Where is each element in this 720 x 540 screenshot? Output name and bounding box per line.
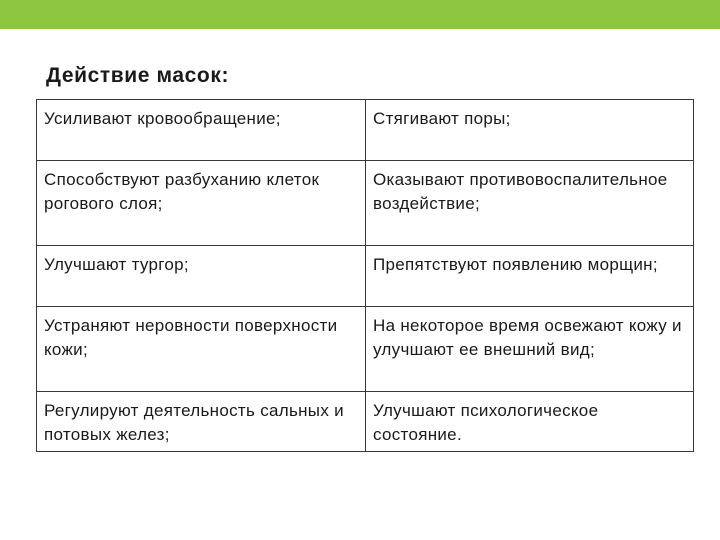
table-cell: На некоторое время освежают кожу и улучшают ее внешний вид; xyxy=(366,307,694,392)
table-row xyxy=(37,161,694,246)
table-cell: Устраняют неровности поверхности кожи; xyxy=(37,307,366,392)
table-cell: Регулируют деятельность сальных и потовых желез; xyxy=(37,392,366,452)
table-row xyxy=(37,246,694,307)
table-cell: Препятствуют появлению морщин; xyxy=(366,246,694,307)
table-row xyxy=(37,392,694,452)
table-row xyxy=(37,100,694,161)
effects-table xyxy=(36,99,694,452)
table-cell: Стягивают поры; xyxy=(366,100,694,161)
table-cell: Оказывают противовоспалительное воздействие; xyxy=(366,161,694,246)
table-cell: Улучшают тургор; xyxy=(37,246,366,307)
slide-title: Действие масок: xyxy=(46,64,230,87)
table-cell: Улучшают психологическое состояние. xyxy=(366,392,694,452)
top-accent-bar xyxy=(0,0,720,29)
table-cell: Способствуют разбуханию клеток рогового слоя; xyxy=(37,161,366,246)
table-row xyxy=(37,307,694,392)
table-cell: Усиливают кровообращение; xyxy=(37,100,366,161)
